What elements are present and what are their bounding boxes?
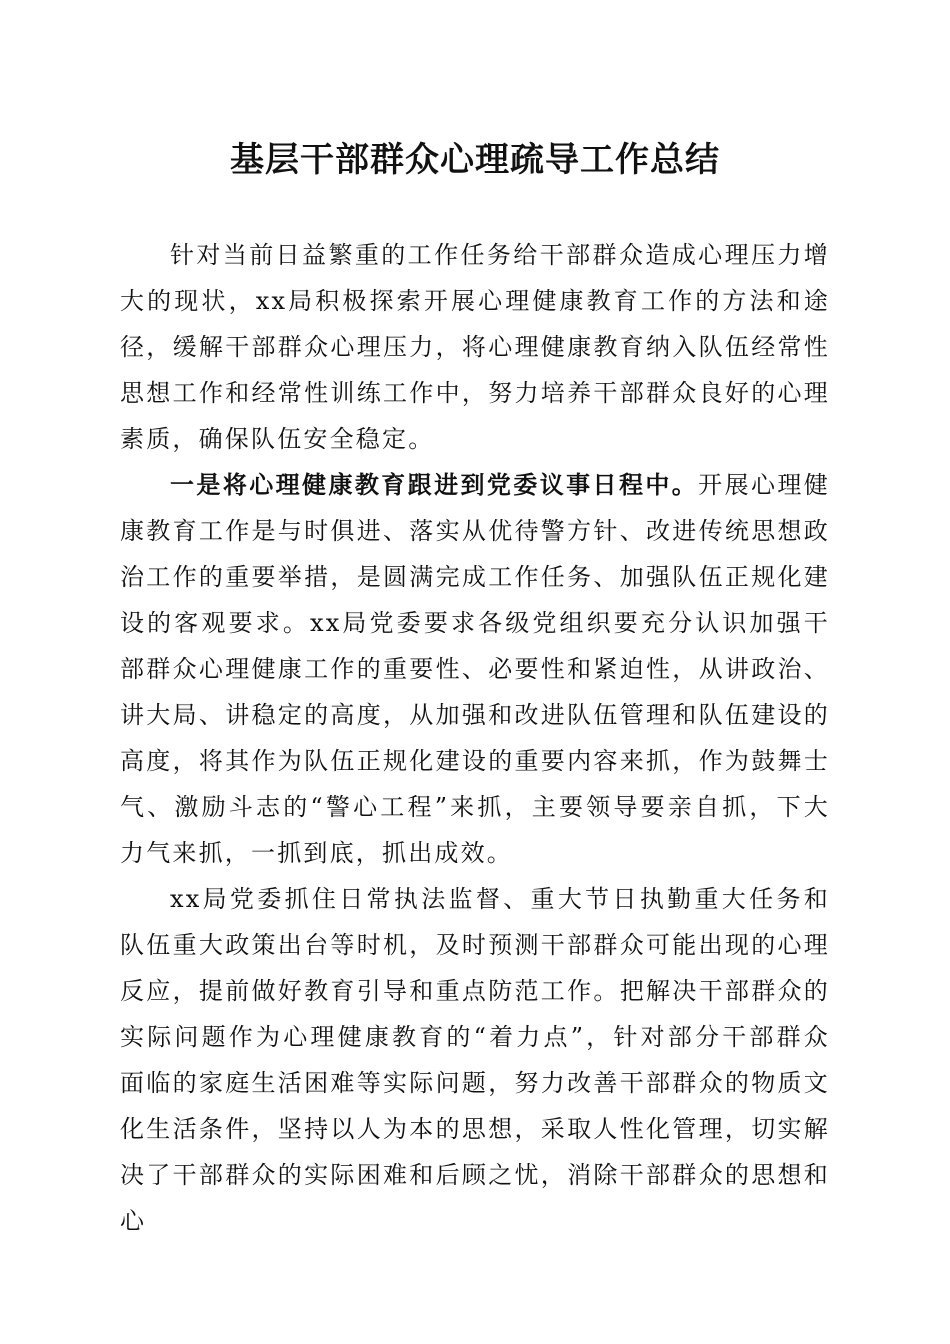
paragraph-text: xx局党委抓住日常执法监督、重大节日执勤重大任务和队伍重大政策出台等时机，及时预测干部群众可能出现的心理反应，提前做好教育引导和重点防范工作。把解决干部群众的实际问题作为心理健康教育的“着力点”，针对部分干部群众面临的家庭生活困难等实际问题，努力改善干部群众的物质文化生活条件，坚持以人为本的思想，采取人性化管理，切实解决了干部群众的实际困难和后顾之忧，消除干部群众的思想和心 — [120, 885, 830, 1235]
document-body — [120, 232, 830, 1244]
paragraph-text: 针对当前日益繁重的工作任务给干部群众造成心理压力增大的现状，xx局积极探索开展心理健康教育工作的方法和途径，缓解干部群众心理压力，将心理健康教育纳入队伍经常性思想工作和经常性训练工作中，努力培养干部群众良好的心理素质，确保队伍安全稳定。 — [120, 241, 830, 453]
paragraph-section-two — [120, 876, 830, 1244]
paragraph-lead: 一是将心理健康教育跟进到党委议事日程中。 — [170, 470, 699, 499]
document-title: 基层干部群众心理疏导工作总结 — [230, 140, 720, 180]
paragraph-intro — [120, 232, 830, 462]
paragraph-section-one — [120, 462, 830, 876]
paragraph-text: 开展心理健康教育工作是与时俱进、落实从优待警方针、改进传统思想政治工作的重要举措，是圆满完成工作任务、加强队伍正规化建设的客观要求。xx局党委要求各级党组织要充分认识加强干部群众心理健康工作的重要性、必要性和紧迫性，从讲政治、讲大局、讲稳定的高度，从加强和改进队伍管理和队伍建设的高度，将其作为队伍正规化建设的重要内容来抓，作为鼓舞士气、激励斗志的“警心工程”来抓，主要领导要亲自抓，下大力气来抓，一抓到底，抓出成效。 — [120, 471, 831, 867]
